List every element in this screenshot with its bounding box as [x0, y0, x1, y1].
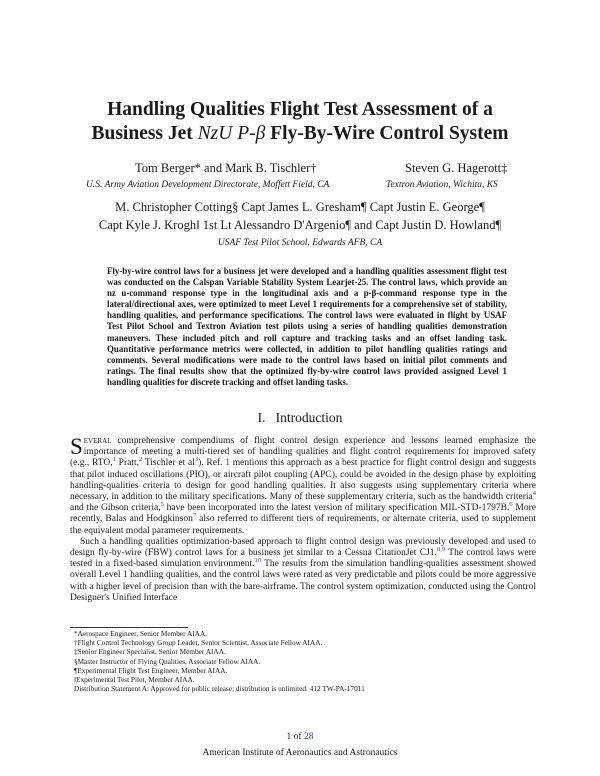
affiliation-2: Textron Aviation, Wichita, KS	[386, 180, 498, 190]
footnote: ‡Senior Engineer Specialist, Senior Member AIAA.	[74, 647, 226, 657]
title-suffix: Fly-By-Wire Control System	[265, 123, 509, 144]
text-run: mentions this approach as a best practice for flight control design and suggests that pilot induced oscillations (PIO), or aircraft pilot coupling (APC), could be avoided in the design phase by exploiting handling-qualities criteria to design for good handling qualities. It also suggests using supplementary criteria where necessary, in addition to the military specifications. Many of these supplementary criteria, such as the bandwidth criteria	[70, 458, 536, 503]
text-run: comprehensive compendiums of flight control design experience and lessons learned emphasize the importance of meeting a multi-tiered set of handling qualities and flight control requirements for improved safety (e.g., RTO,	[70, 436, 536, 469]
footnotes	[70, 629, 540, 693]
citation-link[interactable]: 7	[192, 512, 197, 520]
citation-link[interactable]: 5	[160, 501, 164, 509]
author-group-1: Tom Berger* and Mark B. Tischler†	[135, 161, 317, 175]
title-math: NzU P-β	[197, 123, 266, 144]
citation-link[interactable]: 3	[194, 456, 199, 464]
text-run: and the Gibson criteria,	[70, 503, 161, 514]
text-run: Tischler et al	[142, 458, 195, 469]
intro-paragraph-2	[70, 537, 536, 604]
footnote: *Aerospace Engineer, Senior Member AIAA.	[74, 629, 208, 638]
paper-title	[40, 98, 560, 146]
citation-link[interactable]: 10	[254, 557, 262, 565]
citation-link[interactable]: 4	[532, 489, 536, 497]
footnote-divider	[70, 627, 188, 628]
text-run: The control laws were tested in a fixed-based simulation environment.	[70, 548, 536, 570]
author-group-3-line-2: Capt Kyle J. Krogh‖ 1st Lt Alessandro D'Argenio¶ and Capt Justin D. Howland¶	[98, 218, 502, 232]
title-prefix: Business Jet	[91, 123, 198, 144]
author-group-2: Steven G. Hagerott‡	[405, 161, 508, 175]
text-run: Pratt,	[115, 458, 139, 469]
title-line-1: Handling Qualities Flight Test Assessment of a	[107, 99, 493, 120]
text-run: More recently, Balas and Hodgkinson	[70, 503, 537, 525]
abstract: Fly-by-wire control laws for a business jet were developed and a handling qualities assessment flight test was conducted on the Calspan Variable Stability System Learjet-25. The control laws, which provide an nz u-command response type in the longitudinal axis and a p-β-command response type in the lateral/directional axes, were optimized to meet Level 1 requirements for a comprehensive set of stability, handling qualities, and performance specifications. The control laws were evaluated in flight by USAF Test Pilot School and Textron Aviation test pilots using a series of handling qualities demonstration maneuvers. These included pitch and roll capture and tracking tasks and an offset landing task. Quantitative performance metrics were collected, in addition to pilot handling qualities ratings and comments. Several modifications were made to the control laws based on initial pilot comments and ratings. The final results show that the optimized fly-by-wire control laws provided assigned Level 1 handling qualities for discrete tracking and offset landing tasks.	[107, 266, 507, 387]
citation-link[interactable]: 2	[138, 456, 143, 464]
page-number	[0, 732, 600, 742]
text-run: Such a handling qualities optimization-based approach to flight control design was previously developed and used to design fly-by-wire (FBW) control laws for a business jet similar to a Cessna CitationJet CJ1.	[70, 536, 536, 559]
smallcaps-text: everal	[83, 436, 112, 446]
footnote: Distribution Statement A: Approved for public release; distribution is unlimited. 412 TW-PA-17011	[74, 684, 365, 694]
title-line-2	[40, 122, 560, 146]
footnote: §Master Instructor of Flying Qualities, Associate Fellow AIAA.	[74, 656, 261, 666]
citation-link[interactable]: 8,9	[436, 545, 446, 553]
intro-paragraph-1	[70, 436, 536, 537]
footnote: ¶Experimental Flight Test Engineer, Member AIAA.	[74, 665, 228, 675]
text-run: also referred to different tiers of requirements, or alternate criteria, used to supplement the equivalent modal parameter requirements.	[70, 514, 537, 536]
drop-cap: S	[70, 434, 83, 459]
total-pages-link[interactable]: 28	[303, 732, 314, 742]
page-number-prefix: 1 of	[286, 732, 304, 742]
text-run: ). Ref.	[198, 458, 226, 469]
footnote: ‖Experimental Test Pilot, Member AIAA.	[74, 675, 195, 685]
section-heading	[0, 410, 600, 426]
intro-body	[70, 436, 536, 604]
reference-link[interactable]: 1	[225, 458, 230, 469]
citation-link[interactable]: 1	[112, 456, 116, 464]
citation-link[interactable]: 6	[509, 501, 513, 509]
organization-footer: American Institute of Aeronautics and Astronautics	[202, 748, 398, 758]
affiliation-3: USAF Test Pilot School, Edwards AFB, CA	[217, 238, 383, 248]
section-title: Introduction	[275, 410, 343, 425]
author-group-3-line-1: M. Christopher Cotting§ Capt James L. Gresham¶ Capt Justin E. George¶	[115, 200, 485, 214]
footnote: †Flight Control Technology Group Leader, Senior Scientist, Associate Fellow AIAA.	[74, 638, 323, 648]
text-run: have been incorporated into the latest version of military specification MIL-STD-1797B.	[163, 503, 510, 514]
section-number: I.	[257, 410, 266, 425]
affiliation-1: U.S. Army Aviation Development Directorate, Moffett Field, CA	[86, 180, 330, 190]
text-run: The results from the simulation handling-qualities assessment showed overall Level 1 handling qualities, and the control laws were rated as very predictable and pilots could be more aggressive with a higher level of precision than with the bare-airframe. The control system optimization, conducted using the Control Designer's Unified Interface	[70, 559, 536, 603]
